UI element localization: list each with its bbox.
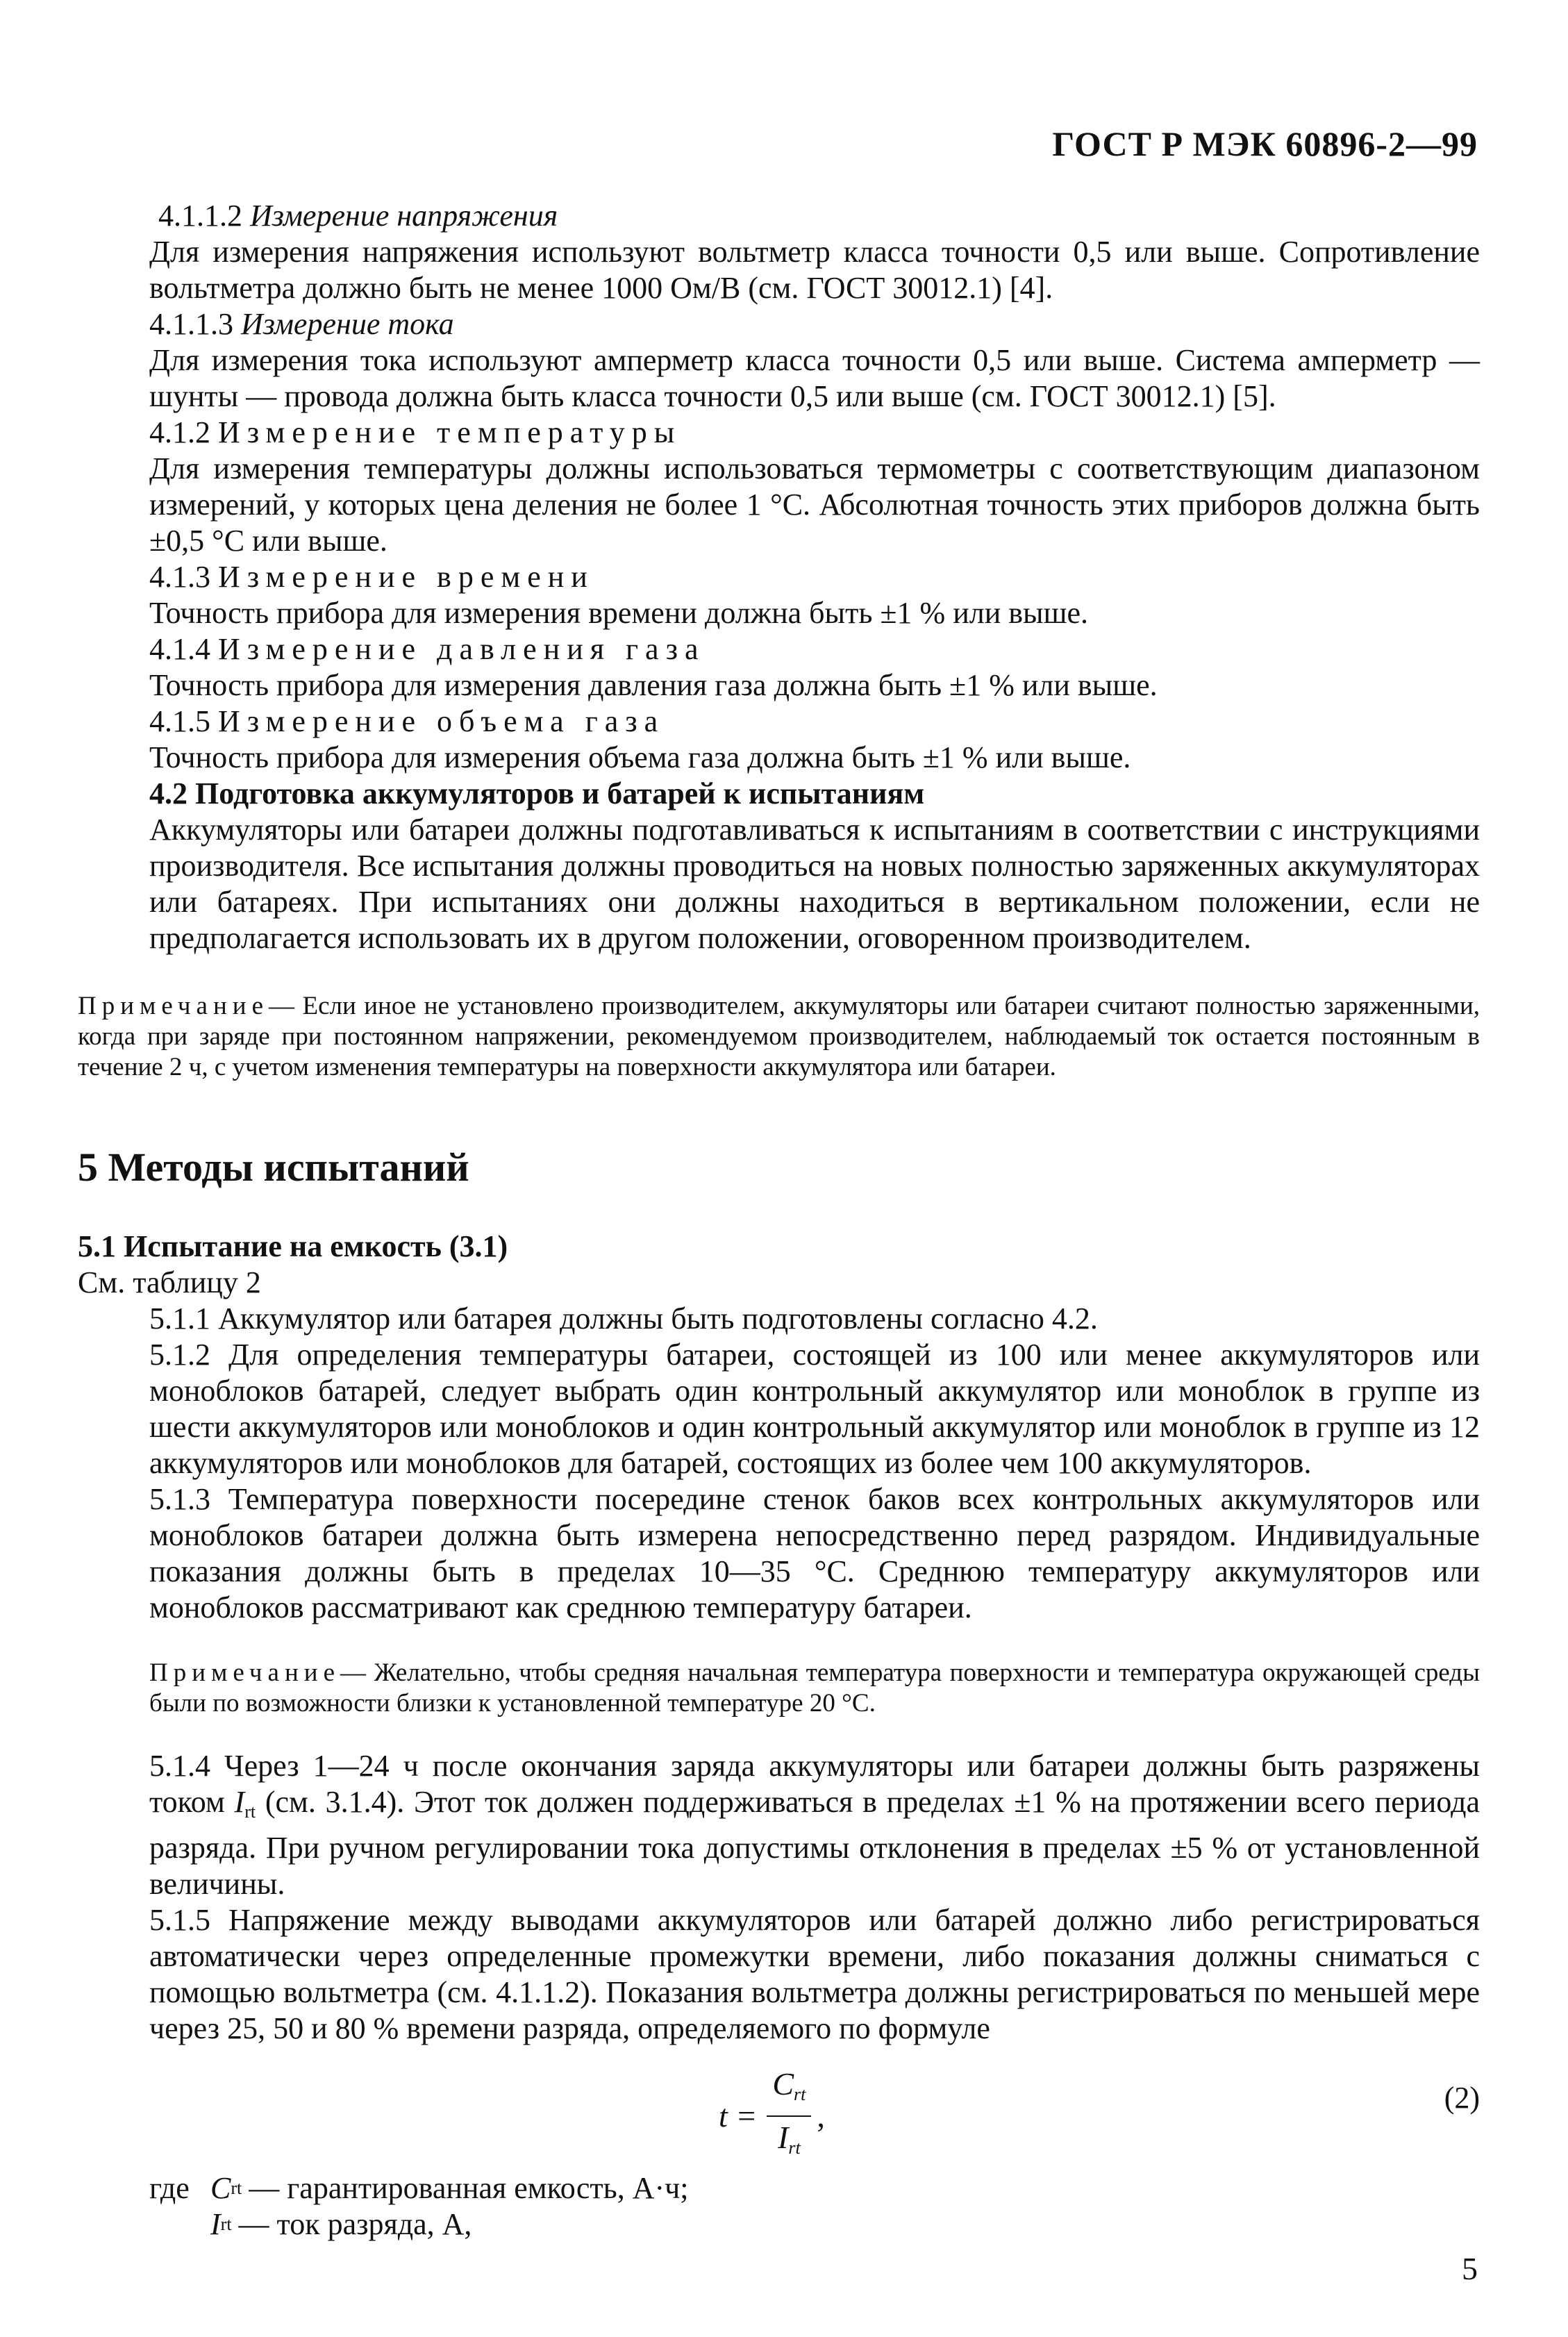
heading-title: Измерение тока (241, 307, 454, 341)
heading-4-1-1-3 (149, 306, 1480, 342)
heading-number: 4.1.3 (149, 560, 210, 594)
paragraph-5-1-5: 5.1.5 Напряжение между выводами аккумуляторов или батарей должно либо регистрироваться автоматически через определенные промежутки времени, либо показания должны сниматься с помощью вольтметра (см. 4.1.1.2). Показания вольтметра должны регистрироваться по меньшей мере через 25, 50 и 80 % времени разряда, определяемого по формуле (149, 1903, 1480, 2045)
heading-number: 4.1.1.3 (149, 307, 233, 341)
heading-number: 4.1.2 (149, 415, 210, 449)
formula-trailing: , (817, 2098, 825, 2134)
paragraph-4-1-2: Для измерения температуры должны использоваться термометры с соответствующим диапазоном измерений, у которых цена деления не более 1 °С. Абсолютная точность этих приборов должна быть ±0,5 °С или выше. (149, 451, 1480, 558)
heading-4-1-5 (149, 704, 1480, 740)
note-2 (149, 1658, 1480, 1719)
heading-4-2: 4.2 Подготовка аккумуляторов и батарей к испытаниям (149, 776, 925, 810)
formula-lhs: t = (719, 2098, 758, 2134)
paragraph-4-1-4: Точность прибора для измерения давления газа должна быть ±1 % или выше. (149, 668, 1158, 702)
legend-subscript: rt (231, 2178, 242, 2198)
legend-text: — ток разряда, А, (238, 2207, 472, 2241)
legend-subscript: rt (220, 2214, 232, 2234)
heading-4-1-4 (149, 631, 1480, 667)
heading-title: Измерение температуры (218, 415, 682, 449)
formula-fraction (767, 2066, 811, 2166)
note-1 (78, 991, 1480, 1083)
text-before: 5.1.4 Через 1—24 ч после окончания заряда аккумуляторы или батареи должны быть разряжены током (149, 1749, 1480, 1819)
legend-symbol: C (210, 2171, 231, 2205)
note-label: Примечание (78, 992, 269, 1020)
section-5-title: 5 Методы испытаний (78, 1145, 469, 1190)
paragraph-4-1-1-2: Для измерения напряжения используют вольтметр класса точности 0,5 или выше. Сопротивление вольтметра должно быть не менее 1000 Ом/В (см. ГОСТ 30012.1) [4]. (149, 235, 1480, 305)
heading-title: Измерение напряжения (250, 199, 558, 233)
formula-2 (149, 2052, 1480, 2184)
heading-number: 4.1.4 (149, 632, 210, 666)
paragraph-4-1-5: Точность прибора для измерения объема газа должна быть ±1 % или выше. (149, 740, 1131, 774)
legend-symbol: I (210, 2207, 221, 2241)
heading-title: Измерение давления газа (218, 632, 706, 666)
heading-number: 4.1.5 (149, 704, 210, 738)
paragraph-4-1-1-3: Для измерения тока используют амперметр класса точности 0,5 или выше. Система амперметр — шунты — провода должна быть класса точности 0,5 или выше (см. ГОСТ 30012.1) [5]. (149, 343, 1480, 413)
formula-numerator: $C_{rt}$ (767, 2066, 811, 2117)
text-after: (см. 3.1.4). Этот ток должен поддерживаться в пределах ±1 % на протяжении всего периода разряда. При ручном регулировании тока допустимы отклонения в пределах ±5 % от установленной величины. (149, 1785, 1481, 1901)
table-reference: См. таблицу 2 (78, 1265, 261, 1299)
note-text: — Желательно, чтобы средняя начальная температура поверхности и температура окружающей среды были по возможности близки к установленной температуре 20 °С. (149, 1658, 1480, 1718)
document-body (78, 198, 1481, 2243)
paragraph-5-1-2: 5.1.2 Для определения температуры батареи, состоящей из 100 или менее аккумуляторов или моноблоков батарей, следует выбрать один контрольный аккумулятор или моноблок в группе из шести аккумуляторов или моноблоков и один контрольный аккумулятор или моноблок в группе из 12 аккумуляторов или моноблоков для батарей, состоящих из более чем 100 аккумуляторов. (149, 1338, 1480, 1480)
note-label: Примечание (149, 1658, 340, 1687)
legend-text: — гарантированная емкость, А·ч; (249, 2171, 689, 2205)
paragraph-5-1-1: 5.1.1 Аккумулятор или батарея должны быть подготовлены согласно 4.2. (149, 1301, 1098, 1336)
current-subscript: rt (244, 1802, 256, 1822)
heading-4-1-3 (149, 559, 1480, 595)
formula-number: (2) (1444, 2081, 1480, 2115)
formula-denominator: $I_{rt}$ (778, 2120, 801, 2158)
heading-number: 4.1.1.2 (158, 199, 242, 233)
heading-4-1-2 (149, 415, 1480, 451)
note-text: — Если иное не установлено производителем, аккумуляторы или батареи считают полностью заряженными, когда при заряде при постоянном напряжении, рекомендуемом производителем, наблюдаемый ток остается постоянным в течение 2 ч, с учетом изменения температуры на поверхности аккумулятора или батареи. (78, 992, 1480, 1081)
heading-title: Измерение объема газа (218, 704, 665, 738)
current-symbol: I (234, 1785, 245, 1819)
heading-5-1: 5.1 Испытание на емкость (3.1) (78, 1229, 508, 1263)
paragraph-4-1-3: Точность прибора для измерения времени должна быть ±1 % или выше. (149, 596, 1089, 630)
paragraph-5-1-4 (149, 1748, 1480, 1902)
formula-expression (719, 2066, 825, 2166)
heading-title: Измерение времени (218, 560, 594, 594)
paragraph-4-2: Аккумуляторы или батареи должны подготавливаться к испытаниям в соответствии с инструкциями производителя. Все испытания должны проводиться на новых полностью заряженных аккумуляторах или батареях. При испытаниях они должны находиться в вертикальном положении, если не предполагается использовать их в другом положении, оговоренном производителем. (149, 813, 1480, 955)
paragraph-5-1-3: 5.1.3 Температура поверхности посередине стенок баков всех контрольных аккумуляторов или моноблоков батареи должна быть измерена непосредственно перед разрядом. Индивидуальные показания должны быть в пределах 10—35 °С. Среднюю температуру аккумуляторов или моноблоков рассматривают как среднюю температуру батареи. (149, 1482, 1480, 1624)
standard-code: ГОСТ Р МЭК 60896-2—99 (1052, 124, 1478, 163)
page-number: 5 (1462, 2251, 1478, 2286)
legend-row-current (149, 2206, 1480, 2243)
heading-4-1-1-2 (149, 198, 1480, 234)
legend-intro: где (149, 2171, 190, 2205)
